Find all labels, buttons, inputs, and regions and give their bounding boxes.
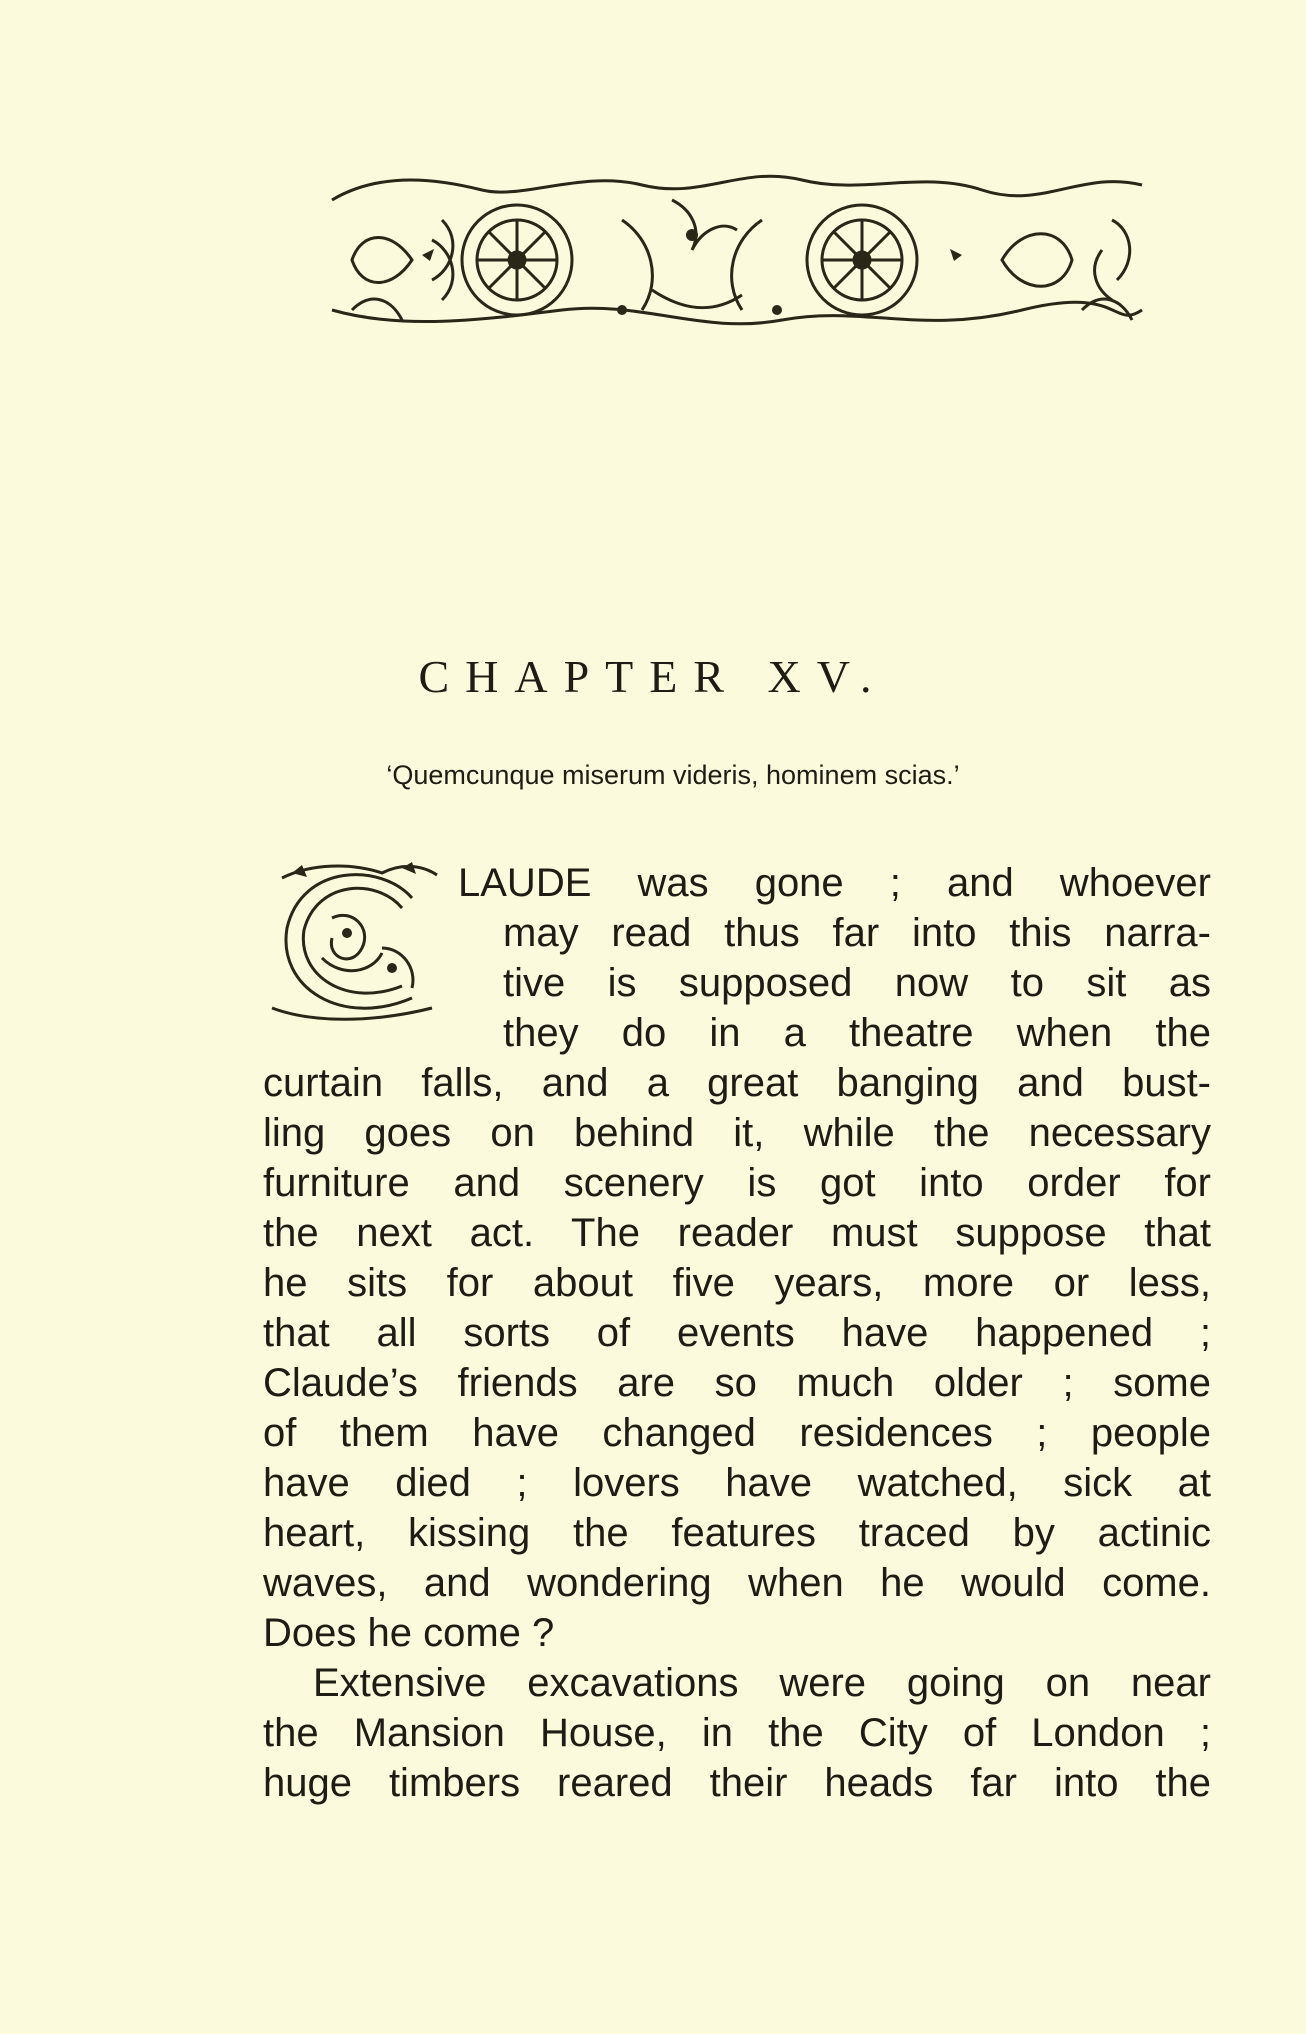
text-line: Claude’s friends are so much older ; some: [263, 1361, 1211, 1405]
chapter-title: CHAPTER XV.: [418, 651, 888, 702]
text-line: the Mansion House, in the City of London ;: [263, 1711, 1211, 1755]
text-line: he sits for about five years, more or less,: [263, 1261, 1211, 1305]
text-line: ling goes on behind it, while the necessary: [263, 1111, 1211, 1155]
floral-headpiece-icon: [322, 160, 1152, 350]
text-line: that all sorts of events have happened ;: [263, 1311, 1211, 1355]
text-line: they do in a theatre when the: [503, 1011, 1211, 1055]
text-line: furniture and scenery is got into order for: [263, 1161, 1211, 1205]
text-line: may read thus far into this narra-: [503, 911, 1211, 955]
decorated-initial-c-icon: [262, 858, 444, 1030]
text-line: heart, kissing the features traced by actinic: [263, 1511, 1211, 1555]
text-line: tive is supposed now to sit as: [503, 961, 1211, 1005]
text-line: Does he come ?: [263, 1611, 555, 1655]
text-line: the next act. The reader must suppose that: [263, 1211, 1211, 1255]
text-line: have died ; lovers have watched, sick at: [263, 1461, 1211, 1505]
text-line: LAUDE was gone ; and whoever: [458, 861, 1211, 905]
text-line: Extensive excavations were going on near: [313, 1661, 1211, 1705]
text-line: huge timbers reared their heads far into the: [263, 1761, 1211, 1805]
epigraph: ‘Quemcunque miserum videris, hominem scias.’: [386, 760, 960, 790]
text-line: curtain falls, and a great banging and bust-: [263, 1061, 1211, 1105]
text-line: waves, and wondering when he would come.: [263, 1561, 1211, 1605]
text-line: of them have changed residences ; people: [263, 1411, 1211, 1455]
